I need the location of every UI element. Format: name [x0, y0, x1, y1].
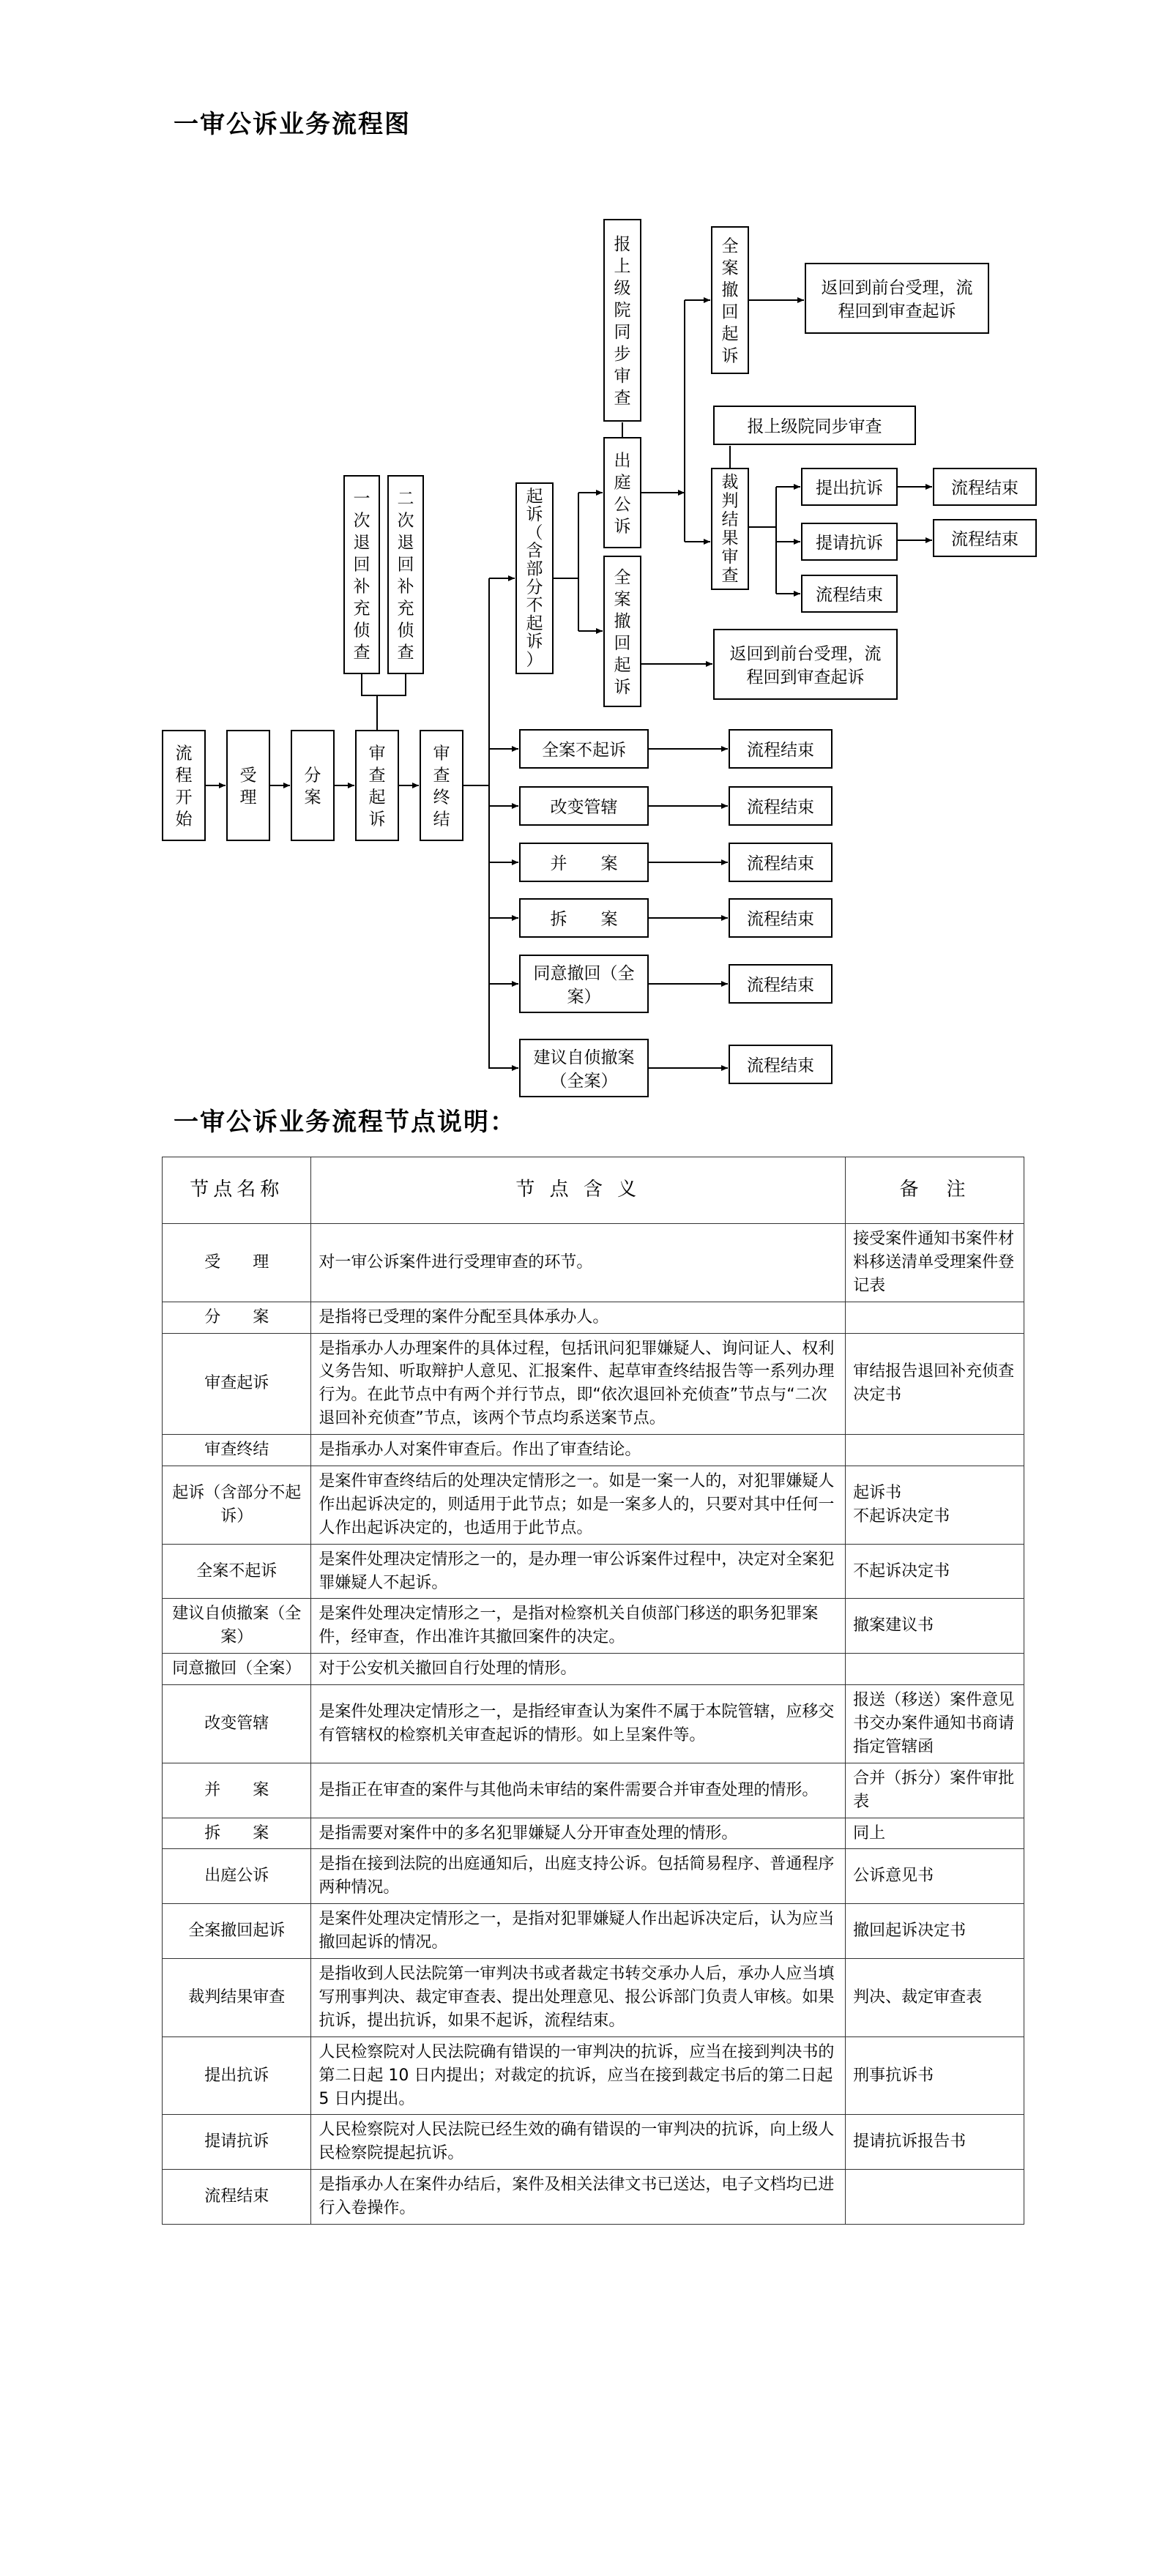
row-note [846, 1654, 1024, 1685]
row-note [846, 1302, 1024, 1333]
node-suggest-withdraw [520, 1039, 648, 1097]
table-row [163, 1224, 1024, 1302]
node-report-upper-label: 报上级院同步审查 [614, 234, 631, 408]
row-meaning: 是案件审查终结后的处理决定情形之一。如是一案一人的，对犯罪嫌疑人作出起诉决定的，则适用于此节点；如是一案多人的，只要对其中任何一人作出起诉决定的，也适用于此节点。 [311, 1466, 846, 1545]
row-meaning: 是指承办人办理案件的具体过程，包括讯问犯罪嫌疑人、询问证人、权利义务告知、听取辩护人意见、汇报案件、起草审查终结报告等一系列办理行为。在此节点中有两个并行节点，即“依次退回补充侦查”节点与“二次退回补充侦查”节点，该两个节点均系送案节点。 [311, 1333, 846, 1435]
node-end-1-label: 流程结束 [951, 478, 1018, 498]
table-row [163, 1333, 1024, 1435]
row-name: 拆 案 [163, 1818, 311, 1849]
row-note [846, 2170, 1024, 2225]
node-review-end [420, 731, 463, 840]
node-end-7-label: 流程结束 [747, 909, 814, 929]
node-protest [802, 468, 897, 505]
row-meaning: 是指正在审查的案件与其他尚未审结的案件需要合并审查处理的情形。 [311, 1763, 846, 1818]
node-non-prosecute-all [520, 730, 648, 768]
table-row [163, 2036, 1024, 2115]
node-end-8-label: 流程结束 [747, 975, 814, 995]
node-accept-label: 受理 [239, 766, 257, 807]
node-back-front-b [714, 630, 897, 699]
row-meaning: 对于公安机关撤回自行处理的情形。 [311, 1654, 846, 1685]
table-row [163, 1818, 1024, 1849]
node-return-2 [388, 476, 423, 673]
node-review-label: 审查起诉 [368, 744, 386, 829]
table-row [163, 1654, 1024, 1685]
row-name: 裁判结果审查 [163, 1959, 311, 2037]
node-back-front-a-label: 返回到前台受理，流程回到审查起诉 [821, 278, 973, 321]
row-name: 改变管辖 [163, 1685, 311, 1763]
row-meaning: 是指在接到法院的出庭通知后，出庭支持公诉。包括简易程序、普通程序两种情况。 [311, 1849, 846, 1904]
node-end-1 [934, 468, 1036, 505]
node-end-6 [729, 843, 832, 881]
node-review-end-label: 审查终结 [433, 744, 450, 829]
row-meaning: 是案件处理决定情形之一，是指对检察机关自侦部门移送的职务犯罪案件，经审查，作出准许其撤回案件的决定。 [311, 1599, 846, 1654]
node-end-8 [729, 965, 832, 1003]
row-meaning: 人民检察院对人民法院确有错误的一审判决的抗诉，应当在接到判决书的第二日起 10 日内提出；对裁定的抗诉，应当在接到裁定书后的第二日起 5 日内提出。 [311, 2036, 846, 2115]
node-assign-label: 分案 [304, 766, 321, 807]
row-meaning: 是指将已受理的案件分配至具体承办人。 [311, 1302, 846, 1333]
row-name: 全案撤回起诉 [163, 1904, 311, 1959]
node-return-2-label: 二次退回补充侦查 [397, 489, 414, 662]
table-row [163, 1959, 1024, 2037]
table-row [163, 1599, 1024, 1654]
row-name: 提出抗诉 [163, 2036, 311, 2115]
row-name: 出庭公诉 [163, 1849, 311, 1904]
node-end-5 [729, 787, 832, 825]
table-row [163, 1302, 1024, 1333]
row-meaning: 是指承办人在案件办结后，案件及相关法律文书已送达，电子文档均已进行入卷操作。 [311, 2170, 846, 2225]
node-withdraw-b [604, 556, 641, 706]
node-report-upper [604, 220, 641, 421]
row-note: 不起诉决定书 [846, 1544, 1024, 1599]
row-name: 审查终结 [163, 1435, 311, 1466]
row-note: 判决、裁定审查表 [846, 1959, 1024, 2037]
table-row [163, 1685, 1024, 1763]
table-row [163, 1904, 1024, 1959]
node-split-label: 拆 案 [550, 909, 618, 929]
node-review [356, 731, 398, 840]
table-header-name: 节点名称 [163, 1157, 311, 1224]
row-name: 全案不起诉 [163, 1544, 311, 1599]
node-agree-withdraw-label: 同意撤回（全案） [533, 963, 635, 1007]
node-withdraw-b-label: 全案撤回起诉 [614, 567, 631, 697]
row-name: 建议自侦撤案（全案） [163, 1599, 311, 1654]
node-merge-label: 并 案 [550, 854, 618, 873]
node-agree-withdraw [520, 955, 648, 1012]
row-meaning: 是指需要对案件中的多名犯罪嫌疑人分开审查处理的情形。 [311, 1818, 846, 1849]
node-request-protest-label: 提请抗诉 [816, 533, 883, 553]
row-name: 并 案 [163, 1763, 311, 1818]
node-prosecute [516, 483, 553, 673]
node-back-front-a [805, 264, 988, 333]
node-end-5-label: 流程结束 [747, 797, 814, 817]
row-name: 起诉（含部分不起诉） [163, 1466, 311, 1545]
row-name: 分 案 [163, 1302, 311, 1333]
node-table [162, 1157, 1024, 2225]
row-note: 同上 [846, 1818, 1024, 1849]
page-title: 一审公诉业务流程图 [174, 110, 411, 139]
node-split [520, 899, 648, 937]
row-name: 审查起诉 [163, 1333, 311, 1435]
table-row [163, 1544, 1024, 1599]
node-judgment-review [712, 468, 748, 589]
flowchart-diagram [0, 0, 1162, 1127]
row-name: 提请抗诉 [163, 2115, 311, 2170]
node-judgment-review-label: 裁判结果审查 [721, 472, 739, 586]
table-row [163, 1435, 1024, 1466]
row-note [846, 1435, 1024, 1466]
node-court [604, 438, 641, 548]
row-note: 撤案建议书 [846, 1599, 1024, 1654]
node-end-7 [729, 899, 832, 937]
table-row [163, 1466, 1024, 1545]
row-meaning: 是指承办人对案件审查后。作出了审查结论。 [311, 1435, 846, 1466]
node-withdraw-a [712, 227, 748, 373]
node-start [163, 731, 205, 840]
node-change-jurisdiction [520, 787, 648, 825]
node-report-upper-2-label: 报上级院同步审查 [747, 417, 882, 436]
node-merge [520, 843, 648, 881]
table-header-meaning: 节 点 含 义 [311, 1157, 846, 1224]
node-change-jurisdiction-label: 改变管辖 [550, 797, 618, 817]
node-end-9 [729, 1045, 832, 1083]
node-protest-label: 提出抗诉 [816, 478, 883, 498]
row-note: 起诉书 不起诉决定书 [846, 1466, 1024, 1545]
row-name: 同意撤回（全案） [163, 1654, 311, 1685]
node-prosecute-label: 起诉（含部分不起诉） [526, 487, 543, 670]
table-row [163, 1849, 1024, 1904]
table-header-row [163, 1157, 1024, 1224]
table-row [163, 2170, 1024, 2225]
node-accept [227, 731, 269, 840]
node-start-label: 流程开始 [175, 744, 193, 829]
node-request-protest [802, 523, 897, 560]
node-court-label: 出庭公诉 [614, 451, 631, 537]
row-note: 报送（移送）案件意见书交办案件通知书商请指定管辖函 [846, 1685, 1024, 1763]
connector-review-return1 [362, 673, 377, 731]
table-row [163, 2115, 1024, 2170]
row-meaning: 是案件处理决定情形之一的，是办理一审公诉案件过程中，决定对全案犯罪嫌疑人不起诉。 [311, 1544, 846, 1599]
row-name: 流程结束 [163, 2170, 311, 2225]
table-header-note: 备 注 [846, 1157, 1024, 1224]
node-end-2-label: 流程结束 [951, 529, 1018, 549]
row-meaning: 对一审公诉案件进行受理审查的环节。 [311, 1224, 846, 1302]
node-end-4 [729, 730, 832, 768]
node-end-9-label: 流程结束 [747, 1056, 814, 1075]
row-note: 审结报告退回补充侦查决定书 [846, 1333, 1024, 1435]
node-assign [291, 731, 334, 840]
node-end-2 [934, 520, 1036, 556]
row-note: 公诉意见书 [846, 1849, 1024, 1904]
row-meaning: 是指收到人民法院第一审判决书或者裁定书转交承办人后，承办人应当填写刑事判决、裁定审查表、提出处理意见、报公诉部门负责人审核。如果抗诉，提出抗诉，如果不起诉，流程结束。 [311, 1959, 846, 2037]
node-report-upper-2 [714, 406, 915, 444]
row-name: 受 理 [163, 1224, 311, 1302]
node-return-1 [344, 476, 379, 673]
row-note: 刑事抗诉书 [846, 2036, 1024, 2115]
row-meaning: 人民检察院对人民法院已经生效的确有错误的一审判决的抗诉，向上级人民检察院提起抗诉。 [311, 2115, 846, 2170]
connector-review-return2 [377, 673, 406, 695]
node-back-front-b-label: 返回到前台受理，流程回到审查起诉 [729, 644, 882, 687]
node-end-4-label: 流程结束 [747, 740, 814, 760]
node-non-prosecute-all-label: 全案不起诉 [542, 740, 626, 760]
row-note: 撤回起诉决定书 [846, 1904, 1024, 1959]
node-withdraw-a-label: 全案撤回起诉 [721, 236, 739, 366]
row-meaning: 是案件处理决定情形之一，是指经审查认为案件不属于本院管辖，应移交有管辖权的检察机关审查起诉的情形。如上呈案件等。 [311, 1685, 846, 1763]
table-title: 一审公诉业务流程节点说明： [174, 1108, 516, 1137]
row-meaning: 是案件处理决定情形之一，是指对犯罪嫌疑人作出起诉决定后，认为应当撤回起诉的情况。 [311, 1904, 846, 1959]
table-row [163, 1763, 1024, 1818]
node-end-6-label: 流程结束 [747, 854, 814, 873]
row-note: 提请抗诉报告书 [846, 2115, 1024, 2170]
node-suggest-withdraw-label: 建议自侦撤案（全案） [533, 1048, 635, 1091]
row-note: 接受案件通知书案件材料移送清单受理案件登记表 [846, 1224, 1024, 1302]
row-note: 合并（拆分）案件审批表 [846, 1763, 1024, 1818]
node-return-1-label: 一次退回补充侦查 [353, 489, 370, 662]
node-end-3-label: 流程结束 [816, 585, 883, 605]
node-end-3 [802, 575, 897, 612]
